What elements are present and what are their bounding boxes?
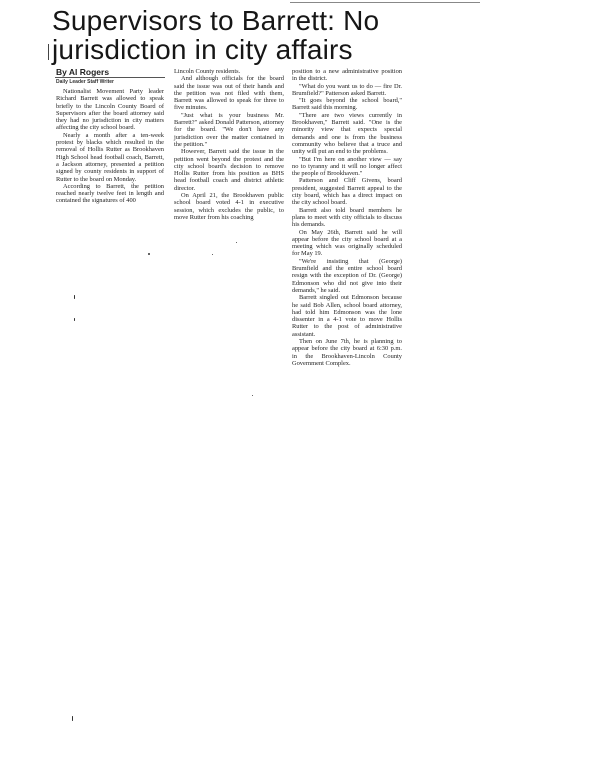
article-paragraph: "Just what is your business Mr. Barrett?" asked Donald Patterson, attorney for the board. "We don't have any jurisdiction over the matter contained in the petition.": [174, 111, 284, 148]
article-paragraph: Barrett also told board members he plans to meet with city officials to discuss his demands.: [292, 206, 402, 229]
scan-speck: [72, 716, 73, 721]
headline-line-2: jurisdiction in city affairs: [52, 34, 353, 65]
article-paragraph: And although officials for the board said the issue was out of their hands and the petition was not filed with them, Barrett was allowed to speak for three to five minutes.: [174, 75, 284, 112]
article-paragraph: However, Barrett said the issue in the petition went beyond the protest and the city school board's decision to remove Hollis Rutter from his position as BHS head football coach and district athletic director.: [174, 148, 284, 192]
article-paragraph: "But I'm here on another view — say no to tyranny and it will no longer affect the people of Brookhaven.": [292, 155, 402, 178]
article-paragraph: Lincoln County residents.: [174, 68, 241, 75]
top-scan-rule: [290, 2, 480, 3]
article-paragraph: On April 21, the Brookhaven public school board voted 4-1 in executive session, which excludes the public, to move Rutter from his coaching: [174, 192, 284, 221]
article-paragraph: Nationalist Movement Party leader Richard Barrett was allowed to speak briefly to the Lincoln County Board of Supervisors after the board attorney said they had no jurisdiction in city matters affecting the city school board.: [56, 88, 164, 132]
article-paragraph: "What do you want us to do — fire Dr. Brumfield?" Patterson asked Barrett.: [292, 82, 402, 97]
scan-speck: [74, 318, 75, 321]
article-paragraph: Patterson and Cliff Givens, board president, suggested Barrett appeal to the city board, which has a direct impact on the city school board.: [292, 177, 402, 207]
byline-rule: [55, 77, 165, 78]
margin-rule: [48, 44, 49, 60]
byline-credit: Daily Leader Staff Writer: [56, 79, 114, 85]
headline: [52, 6, 492, 64]
scan-speck: [252, 395, 253, 396]
article-paragraph: Nearly a month after a ten-week protest by blacks which resulted in the removal of Hollis Rutter as Brookhaven High School head football coach, Barrett, a Jackson attorney, presented a petition signed by county residents in support of Rutter to the board on Monday.: [56, 131, 164, 183]
headline-line-1: Supervisors to Barrett: No: [52, 5, 380, 36]
article-paragraph: Barrett singled out Edmonson because he said Bob Allen, school board attorney, had told him Edmonson was the lone dissenter in a 4-1 vote to move Hollis Rutter to the post of administrative assistant.: [292, 294, 402, 338]
scan-speck: [74, 295, 75, 299]
article-paragraph: On May 26th, Barrett said he will appear before the city school board at a meeting which was originally scheduled for May 19.: [292, 228, 402, 258]
article-paragraph: "There are two views currently in Brookhaven," Barrett said. "One is the minority view that expects special demands and one is from the business community who believe that a truce and unity will put an end to the problems.: [292, 111, 402, 156]
article-column-3: [292, 68, 402, 367]
article-column-2: [174, 68, 284, 221]
article-paragraph: "It goes beyond the school board," Barrett said this morning.: [292, 97, 402, 112]
scan-speck: [236, 242, 237, 243]
scan-speck: [148, 253, 150, 255]
article-paragraph: Then on June 7th, he is planning to appear before the city board at 6:30 p.m. in the Brookhaven-Lincoln County Government Complex.: [292, 337, 402, 367]
article-paragraph: According to Barrett, the petition reached nearly twelve feet in length and contained the signatures of 400: [56, 182, 164, 205]
article-column-1: [56, 88, 164, 205]
article-paragraph: "We're insisting that (George) Brumfield and the entire school board resign with the exception of Dr. (George) Edmonson who did not give into their demands," he said.: [292, 257, 402, 294]
article-paragraph: position to a new administrative position in the district.: [292, 68, 402, 83]
byline: By Al Rogers: [56, 67, 110, 77]
scan-speck: [212, 254, 213, 255]
